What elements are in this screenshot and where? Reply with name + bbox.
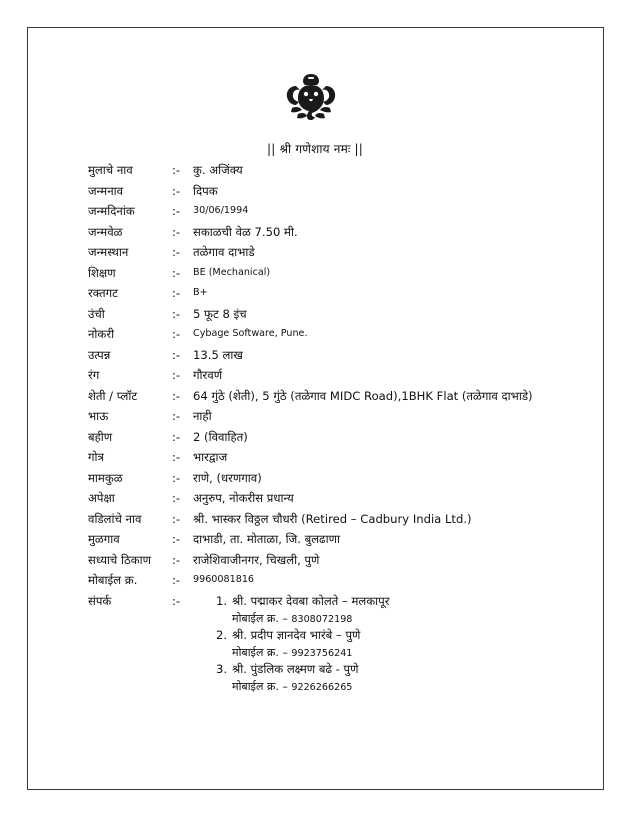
detail-value: 13.5 लाख <box>193 347 243 362</box>
detail-label: उंची <box>88 306 105 321</box>
detail-separator: :- <box>172 573 181 587</box>
detail-row <box>88 345 608 366</box>
detail-row <box>88 406 608 427</box>
detail-value: दाभाडी, ता. मोताळा, जि. बुलढाणा <box>193 532 340 546</box>
detail-row <box>88 386 608 407</box>
detail-value: राणे, (धरणगाव) <box>193 470 262 485</box>
detail-row <box>88 283 608 304</box>
contact-label: संपर्क <box>88 593 112 608</box>
contact-separator: :- <box>172 593 181 608</box>
detail-separator: :- <box>172 532 181 546</box>
contact-mobile-line <box>88 678 588 695</box>
detail-row <box>88 550 608 571</box>
contact-mobile-number: 8308072198 <box>291 613 353 625</box>
contact-mobile-label: मोबाईल क्र. – <box>232 679 288 693</box>
detail-value: Cybage Software, Pune. <box>193 328 308 339</box>
detail-separator: :- <box>172 470 181 485</box>
detail-value: श्री. भास्कर विठ्ठल चौधरी (Retired – Cadbury India Ltd.) <box>193 511 472 526</box>
contact-name-line <box>88 627 588 644</box>
details-list <box>88 160 608 591</box>
detail-separator: :- <box>172 286 181 300</box>
detail-row <box>88 468 608 489</box>
detail-row <box>88 365 608 386</box>
contacts-section <box>88 591 588 693</box>
detail-row <box>88 509 608 530</box>
detail-value: भारद्वाज <box>193 450 228 464</box>
detail-label: नोकरी <box>88 327 115 341</box>
detail-separator: :- <box>172 429 181 444</box>
detail-label: अपेक्षा <box>88 491 115 505</box>
detail-row <box>88 570 608 591</box>
invocation-heading: || श्री गणेशाय नमः || <box>267 142 363 156</box>
contact-name: श्री. पद्माकर देवबा कोलते – मलकापूर <box>232 593 390 608</box>
detail-separator: :- <box>172 306 181 321</box>
detail-value: B+ <box>193 287 208 298</box>
detail-row <box>88 222 608 243</box>
detail-value: सकाळची वेळ 7.50 मी. <box>193 224 298 239</box>
detail-label: वडिलांचे नाव <box>88 511 142 526</box>
detail-row <box>88 263 608 284</box>
detail-separator: :- <box>172 511 181 526</box>
contact-mobile-number: 9226266265 <box>291 681 353 693</box>
detail-row <box>88 324 608 345</box>
contact-entry <box>88 661 588 695</box>
contact-mobile-number: 9923756241 <box>291 647 353 659</box>
detail-row <box>88 181 608 202</box>
detail-separator: :- <box>172 204 181 218</box>
contact-mobile-line <box>88 644 588 661</box>
contact-mobile-line <box>88 610 588 627</box>
detail-row <box>88 447 608 468</box>
detail-value: 9960081816 <box>193 574 255 585</box>
detail-row <box>88 529 608 550</box>
detail-row <box>88 304 608 325</box>
contact-name: श्री. प्रदीप ज्ञानदेव भारंबे – पुणे <box>232 627 361 642</box>
detail-separator: :- <box>172 368 181 382</box>
detail-value: 30/06/1994 <box>193 205 249 216</box>
contact-number: 1. <box>216 593 228 608</box>
detail-separator: :- <box>172 265 181 280</box>
detail-row <box>88 242 608 263</box>
detail-separator: :- <box>172 450 181 464</box>
detail-label: रक्तगट <box>88 286 118 300</box>
detail-label: जन्मदिनांक <box>88 204 135 218</box>
detail-separator: :- <box>172 163 181 177</box>
detail-value: गौरवर्ण <box>193 368 223 382</box>
detail-value: दिपक <box>193 183 218 198</box>
ganesha-icon <box>282 72 340 122</box>
detail-value: राजेशिवाजीनगर, चिखली, पुणे <box>193 552 320 567</box>
detail-label: मुळगाव <box>88 532 120 546</box>
detail-value: 2 (विवाहित) <box>193 429 248 444</box>
contact-name-line <box>88 593 588 610</box>
contact-name-line <box>88 661 588 678</box>
detail-value: अनुरुप, नोकरीस प्रधान्य <box>193 491 294 505</box>
contact-mobile <box>232 644 352 662</box>
detail-label: मोबाईल क्र. <box>88 573 138 587</box>
detail-separator: :- <box>172 409 181 423</box>
detail-separator: :- <box>172 245 181 259</box>
detail-label: गोत्र <box>88 450 104 464</box>
detail-label: मामकुळ <box>88 470 123 485</box>
contact-mobile <box>232 678 352 696</box>
detail-label: शेती / प्लॉट <box>88 388 138 403</box>
contact-name: श्री. पुंडलिक लक्ष्मण बढे - पुणे <box>232 661 359 676</box>
detail-label: रंग <box>88 368 100 382</box>
detail-label: जन्मनाव <box>88 183 124 198</box>
detail-label: मुलाचे नाव <box>88 163 133 177</box>
detail-separator: :- <box>172 388 181 403</box>
contact-number: 3. <box>216 661 228 676</box>
detail-label: उत्पन्न <box>88 347 111 362</box>
detail-separator: :- <box>172 491 181 505</box>
detail-separator: :- <box>172 183 181 198</box>
detail-value: तळेगाव दाभाडे <box>193 245 255 259</box>
detail-row <box>88 488 608 509</box>
detail-value: कु. अजिंक्य <box>193 163 243 177</box>
detail-label: सध्याचे ठिकाण <box>88 552 151 567</box>
detail-separator: :- <box>172 327 181 341</box>
contact-mobile-label: मोबाईल क्र. – <box>232 611 288 625</box>
detail-row <box>88 427 608 448</box>
detail-label: बहीण <box>88 429 113 444</box>
detail-separator: :- <box>172 552 181 567</box>
contact-mobile-label: मोबाईल क्र. – <box>232 645 288 659</box>
detail-value: नाही <box>193 409 212 423</box>
detail-value: 5 फूट 8 इंच <box>193 306 247 321</box>
contact-entry <box>88 627 588 661</box>
detail-label: शिक्षण <box>88 265 116 280</box>
detail-label: जन्मस्थान <box>88 245 129 259</box>
contact-number: 2. <box>216 627 228 642</box>
detail-row <box>88 201 608 222</box>
detail-label: जन्मवेळ <box>88 224 123 239</box>
contact-mobile <box>232 610 352 628</box>
detail-separator: :- <box>172 347 181 362</box>
detail-row <box>88 160 608 181</box>
detail-value: BE (Mechanical) <box>193 266 271 278</box>
detail-value: 64 गुंठे (शेती), 5 गुंठे (तळेगाव MIDC Road),1BHK Flat (तळेगाव दाभाडे) <box>193 388 533 403</box>
detail-separator: :- <box>172 224 181 239</box>
contact-entry <box>88 593 588 627</box>
detail-label: भाऊ <box>88 409 109 423</box>
